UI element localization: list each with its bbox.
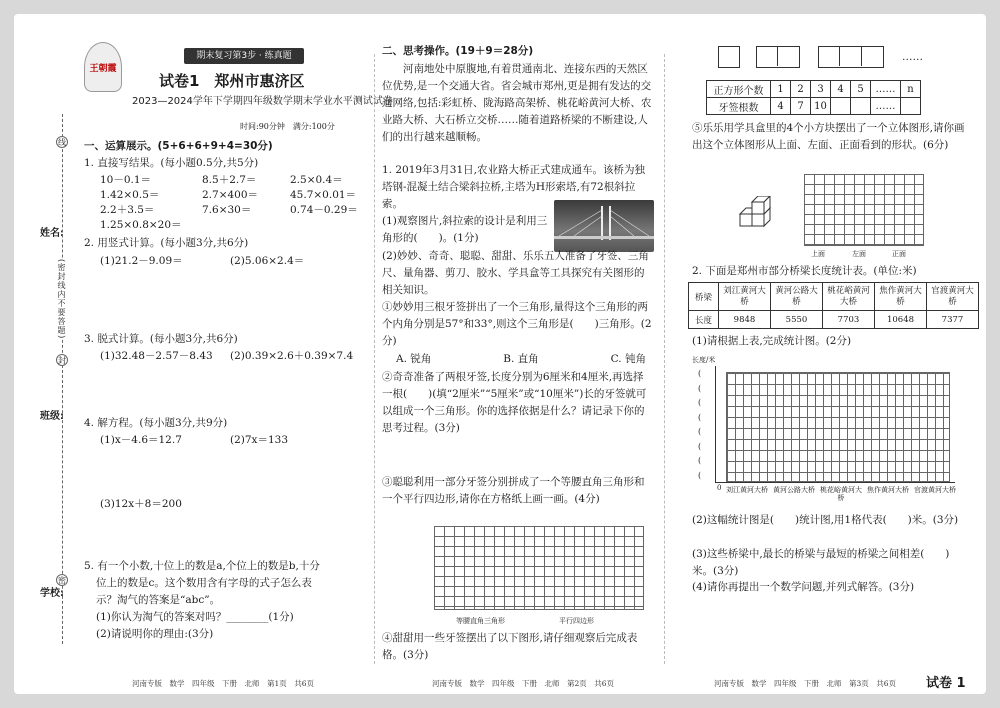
q5-sub2: (2)请说明你的理由:(3分) [96, 628, 214, 640]
q2-1-stem: 1. 2019年3月31日,农业路大桥正式建成通车。该桥为独塔钢-混凝土结合梁斜拉桥,主塔为H形索塔,有72根斜拉索。 [382, 164, 645, 210]
bridge-name: 焦作黄河大桥 [875, 283, 927, 311]
oral-item: 10－0.1＝ [100, 174, 152, 186]
chart-zero: 0 [717, 484, 722, 492]
choice-b: B. 直角 [503, 353, 539, 365]
q2-1-2d: ④甜甜用一些牙签摆出了以下图形,请仔细观察后完成表格。(3分) [382, 632, 638, 661]
q4-title: 4. 解方程。(每小题3分,共9分) [84, 417, 228, 429]
chart-y-label: 长度/米 [692, 356, 716, 364]
bridge-table-header: 桥梁 [689, 283, 719, 311]
school-label: 学校: [40, 588, 64, 599]
grid-label-triangle: 等腰直角三角形 [456, 617, 505, 625]
q4-a: (1)x－4.6＝12.7 [100, 434, 182, 446]
q2-1-2e: ⑤乐乐用学具盒里的4个小方块摆出了一个立体图形,请你画出这个立体图形从上面、左面、正面看到的形状。(6分) [692, 122, 965, 151]
q3-b: (2)0.39×2.6＋0.39×7.4 [230, 350, 354, 362]
view-label-top: 上面 [811, 250, 825, 258]
binding-line [62, 114, 63, 644]
time-score: 时间:90分钟 满分:100分 [240, 122, 335, 131]
table-header: 正方形个数 [707, 81, 771, 98]
exam-sheet [14, 14, 986, 694]
q3-2-title: 2. 下面是郑州市部分桥梁长度统计表。(单位:米) [692, 265, 917, 277]
table-cell: 5 [851, 81, 871, 98]
chart-y-axis [715, 366, 716, 482]
q2-1-1: (1)观察图片,斜拉索的设计是利用三角形的( )。(1分) [382, 215, 548, 244]
footer-page1: 河南专版 数学 四年级 下册 北师 第1页 共6页 [132, 679, 315, 688]
table-cell: 4 [771, 98, 791, 115]
oral-item: 1.42×0.5＝ [100, 189, 160, 201]
answer-cell[interactable] [851, 98, 871, 115]
bridge-photo [554, 200, 654, 252]
views-grid[interactable] [804, 174, 924, 246]
view-label-left: 左面 [852, 250, 866, 258]
x-tick-label: 官渡黄河大桥 [914, 486, 956, 494]
q3-a: (1)32.48－2.57－8.43 [100, 350, 213, 362]
x-tick-label: 刘江黄河大桥 [726, 486, 768, 494]
chart-plot-grid[interactable] [726, 372, 950, 482]
column-divider [374, 54, 375, 664]
paper-badge: 试卷 1 [926, 676, 966, 691]
mark-feng: 封 [58, 356, 66, 365]
column-divider [664, 54, 665, 664]
bridge-name: 官渡黄河大桥 [927, 283, 979, 311]
mark-mi: 密 [58, 576, 66, 585]
bridge-length: 10648 [875, 311, 927, 329]
q3-title: 3. 脱式计算。(每小题3分,共6分) [84, 333, 238, 345]
choice-a: A. 锐角 [396, 353, 432, 365]
footer-page3: 河南专版 数学 四年级 下册 北师 第3页 共6页 [714, 679, 897, 688]
answer-cell[interactable] [901, 98, 921, 115]
chart-x-labels [726, 486, 956, 503]
toothpick-table [706, 80, 921, 115]
table-cell: n [901, 81, 921, 98]
x-tick-label: 黄河公路大桥 [773, 486, 815, 494]
name-label: 姓名: [40, 228, 64, 239]
bridge-length: 5550 [771, 311, 823, 329]
chart-x-axis [715, 482, 955, 483]
q3-2-2: (2)这幅统计图是( )统计图,用1格代表( )米。(3分) [692, 514, 959, 526]
bridge-length: 9848 [719, 311, 771, 329]
square-figure [818, 46, 884, 68]
table-cell: 3 [811, 81, 831, 98]
bridge-name: 桃花峪黄河大桥 [823, 283, 875, 311]
part2-intro: 河南地处中原腹地,有着贯通南北、连接东西的天然区位优势,是一个交通大省。省会城市郑州,更是拥有发达的交通网络,包括:彩虹桥、陇海路高架桥、桃花峪黄河大桥、农业路大桥、大石桥立交桥……随着道路桥梁的不断建设,人们的出行越来越顺畅。 [382, 63, 652, 143]
table-header: 牙签根数 [707, 98, 771, 115]
bridge-length-table [688, 282, 979, 329]
bridge-name: 黄河公路大桥 [771, 283, 823, 311]
table-cell: …… [871, 81, 901, 98]
dots-ellipsis: …… [902, 51, 923, 63]
y-axis-blanks: ( ( ( ( ( ( ( ( [698, 369, 702, 480]
q2-title: 2. 用竖式计算。(每小题3分,共6分) [84, 237, 249, 249]
q3-2-3: (3)这些桥梁中,最长的桥梁与最短的桥梁之间相差( )米。(3分) [692, 548, 950, 577]
q4-c: (3)12x＋8＝200 [100, 498, 182, 510]
footer-page2: 河南专版 数学 四年级 下册 北师 第2页 共6页 [432, 679, 615, 688]
part1-title: 一、运算展示。(5+6+6+9+4=30分) [84, 140, 273, 152]
oral-item: 2.2＋3.5＝ [100, 204, 155, 216]
q1-oral-grid [100, 173, 370, 233]
table-cell: 10 [811, 98, 831, 115]
q2-a: (1)21.2－9.09＝ [100, 255, 183, 267]
grid-label-parallelogram: 平行四边形 [559, 617, 594, 625]
q2-1-2a: ①妙妙用三根牙签拼出了一个三角形,量得这个三角形的两个内角分别是57°和33°,则这个三角形是( )三角形。(2分) [382, 301, 652, 347]
q4-b: (2)7x＝133 [230, 434, 289, 446]
oral-item: 8.5＋2.7＝ [202, 174, 257, 186]
bridge-length: 7703 [823, 311, 875, 329]
oral-item: 0.74－0.29＝ [290, 204, 358, 216]
oral-item: 2.5×0.4＝ [290, 174, 343, 186]
x-tick-label: 焦作黄河大桥 [867, 486, 909, 494]
q2-1-2: (2)妙妙、奇奇、聪聪、甜甜、乐乐五人准备了牙签、三角尺、量角器、剪刀、胶水、学具盒等工具探究有关图形的相关知识。 [382, 250, 649, 296]
table-cell: 4 [831, 81, 851, 98]
publisher-logo [84, 42, 122, 92]
logo-text: 王朝霞 [89, 63, 117, 74]
q5-sub1: (1)你认为淘气的答案对吗？________(1分) [96, 611, 294, 623]
square-figure [718, 46, 740, 68]
paper-subtitle: 2023—2024学年下学期四年级数学期末学业水平测试试卷 [132, 96, 393, 107]
q5-line2: 位上的数是c。这个数用含有字母的式子怎么表 [96, 577, 312, 589]
oral-item: 7.6×30＝ [202, 204, 252, 216]
bridge-name: 刘江黄河大桥 [719, 283, 771, 311]
choices [396, 352, 646, 368]
drawing-grid[interactable] [434, 526, 644, 610]
paper-title: 试卷1 郑州市惠济区 [159, 72, 305, 90]
q3-2-1: (1)请根据上表,完成统计图。(2分) [692, 335, 852, 347]
answer-cell[interactable] [831, 98, 851, 115]
mark-xian: 线 [58, 138, 66, 147]
q3-2-4: (4)请你再提出一个数学问题,并列式解答。(3分) [692, 581, 915, 593]
x-tick-label: 桃花峪黄河大桥 [820, 486, 862, 503]
oral-item: 2.7×400＝ [202, 189, 259, 201]
class-label: 班级: [40, 411, 64, 422]
table-cell: 1 [771, 81, 791, 98]
q5-line3: 示？淘气的答案是“abc”。 [96, 594, 221, 606]
review-banner: 期末复习第3步 · 练真题 [184, 48, 304, 64]
oral-item: 1.25×0.8×20＝ [100, 219, 182, 231]
cube-solid-icon [736, 196, 786, 236]
q2-b: (2)5.06×2.4＝ [230, 255, 305, 267]
bridge-table-header: 长度 [689, 311, 719, 329]
bridge-photo-art [554, 200, 654, 252]
seal-notice: (密封线内不要答题) [57, 259, 66, 340]
q1-title: 1. 直接写结果。(每小题0.5分,共5分) [84, 157, 259, 169]
choice-c: C. 钝角 [610, 353, 646, 365]
view-label-front: 正面 [892, 250, 906, 258]
table-cell: 2 [791, 81, 811, 98]
table-cell: 7 [791, 98, 811, 115]
square-figure [756, 46, 800, 68]
bridge-length: 7377 [927, 311, 979, 329]
oral-item: 45.7×0.01＝ [290, 189, 357, 201]
q2-1-2b: ②奇奇准备了两根牙签,长度分别为6厘米和4厘米,再选择一根( )(填“2厘米”“5厘米”或“10厘米”)长的牙签就可以组成一个三角形。你的选择依据是什么？请记录下你的思考过程。(3分) [382, 371, 647, 434]
q2-1-2c: ③聪聪利用一部分牙签分别拼成了一个等腰直角三角形和一个平行四边形,请你在方格纸上画一画。(4分) [382, 476, 645, 505]
part2-title: 二、思考操作。(19＋9＝28分) [382, 45, 534, 57]
table-cell: …… [871, 98, 901, 115]
q5-line1: 5. 有一个小数,十位上的数是a,个位上的数是b,十分 [84, 560, 320, 572]
